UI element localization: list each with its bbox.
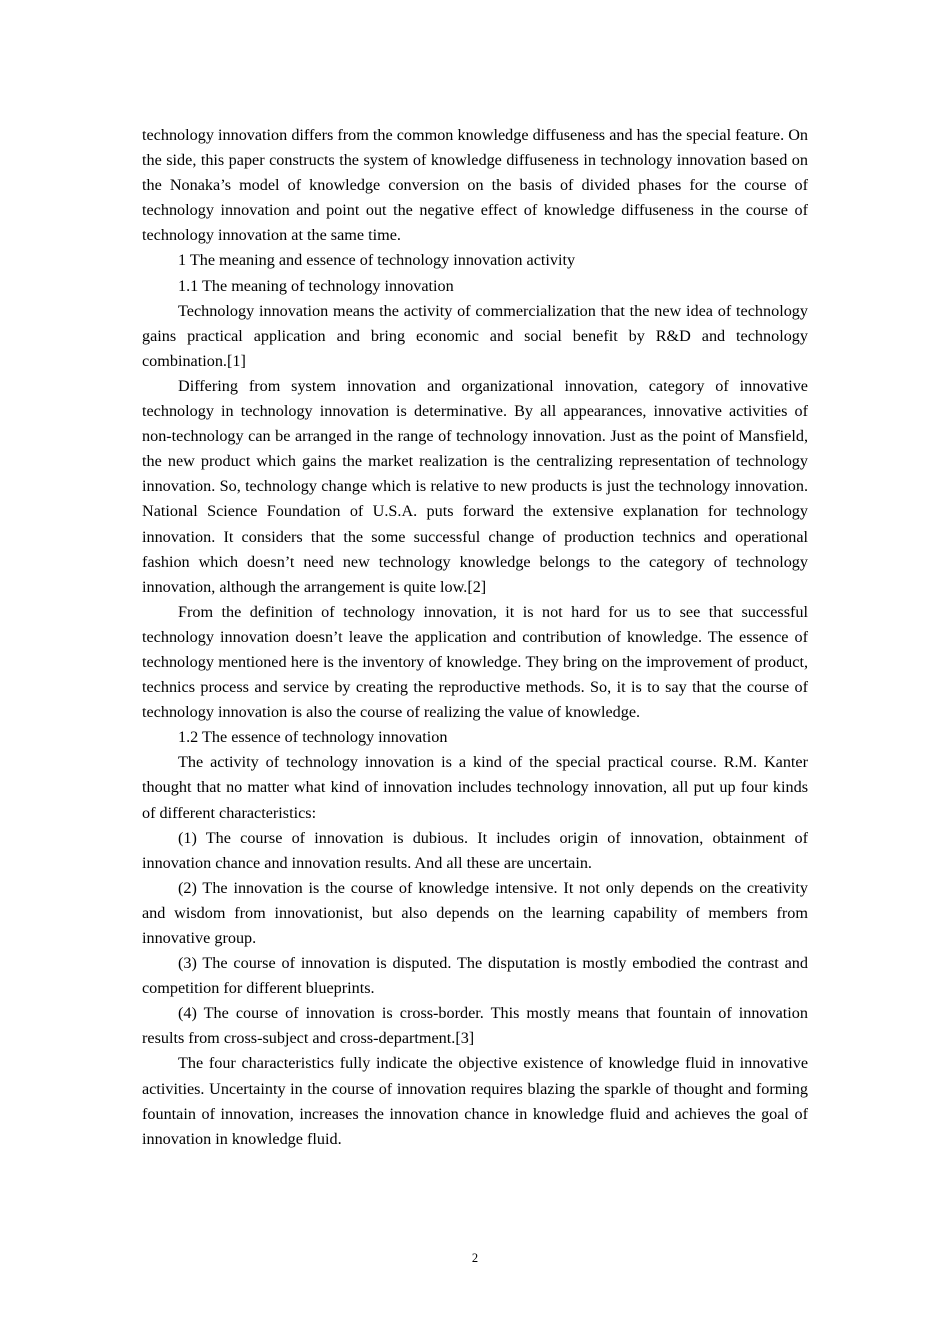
body-paragraph: Technology innovation means the activity of commercialization that the new idea of technology gains practical application and bring economic and social benefit by R&D and technology combination.[1]	[142, 301, 808, 370]
section-heading-l1: 1 The meaning and essence of technology innovation activity	[178, 251, 576, 270]
body-paragraph: Differing from system innovation and organizational innovation, category of innovative technology in technology innovation is determinative. By all appearances, innovative activities of non-technology can be arranged in the range of technology innovation. Just as the point of Mansfield, the new product which gains the market realization is the centralizing representation of technology innovation. So, technology change which is relative to new products is just the technology innovation. National Science Foundation of U.S.A. puts forward the extensive explanation for technology innovation. It considers that the some successful change of production technics and operational fashion which doesn’t need new technology knowledge belongs to the category of technology innovation, although the arrangement is quite low.[2]	[142, 376, 808, 596]
body-paragraph: The four characteristics fully indicate the objective existence of knowledge fluid in innovative activities. Uncertainty in the course of innovation requires blazing the sparkle of thought and forming fountain of innovation, increases the innovation chance in knowledge fluid and achieves the goal of innovation in knowledge fluid.	[142, 1054, 808, 1148]
section-heading-l2: 1.2 The essence of technology innovation	[178, 728, 448, 747]
body-paragraph: technology innovation differs from the common knowledge diffuseness and has the special feature. On the side, this paper constructs the system of knowledge diffuseness in technology innovation based on the Nonaka’s model of knowledge conversion on the basis of divided phases for the course of technology innovation and point out the negative effect of knowledge diffuseness in the course of technology innovation at the same time.	[142, 126, 808, 245]
characteristic-list-item: (2) The innovation is the course of knowledge intensive. It not only depends on the creativity and wisdom from innovationist, but also depends on the learning capability of members from innovative group.	[142, 878, 808, 947]
section-heading-l2: 1.1 The meaning of technology innovation	[178, 276, 454, 295]
characteristic-list-item: (4) The course of innovation is cross-border. This mostly means that fountain of innovation results from cross-subject and cross-department.[3]	[142, 1004, 808, 1048]
body-paragraph: From the definition of technology innovation, it is not hard for us to see that successful technology innovation doesn’t leave the application and contribution of knowledge. The essence of technology mentioned here is the inventory of knowledge. They bring on the improvement of product, technics process and service by creating the reproductive methods. So, it is to say that the course of technology innovation is also the course of realizing the value of knowledge.	[142, 602, 808, 722]
characteristic-list-item: (3) The course of innovation is disputed. The disputation is mostly embodied the contrast and competition for different blueprints.	[142, 954, 808, 998]
characteristic-list-item: (1) The course of innovation is dubious. It includes origin of innovation, obtainment of innovation chance and innovation results. And all these are uncertain.	[142, 828, 808, 872]
body-text-column	[142, 123, 808, 1152]
body-paragraph: The activity of technology innovation is a kind of the special practical course. R.M. Kanter thought that no matter what kind of innovation includes technology innovation, all put up four kinds of different characteristics:	[142, 753, 808, 822]
page-number: 2	[471, 1251, 479, 1265]
